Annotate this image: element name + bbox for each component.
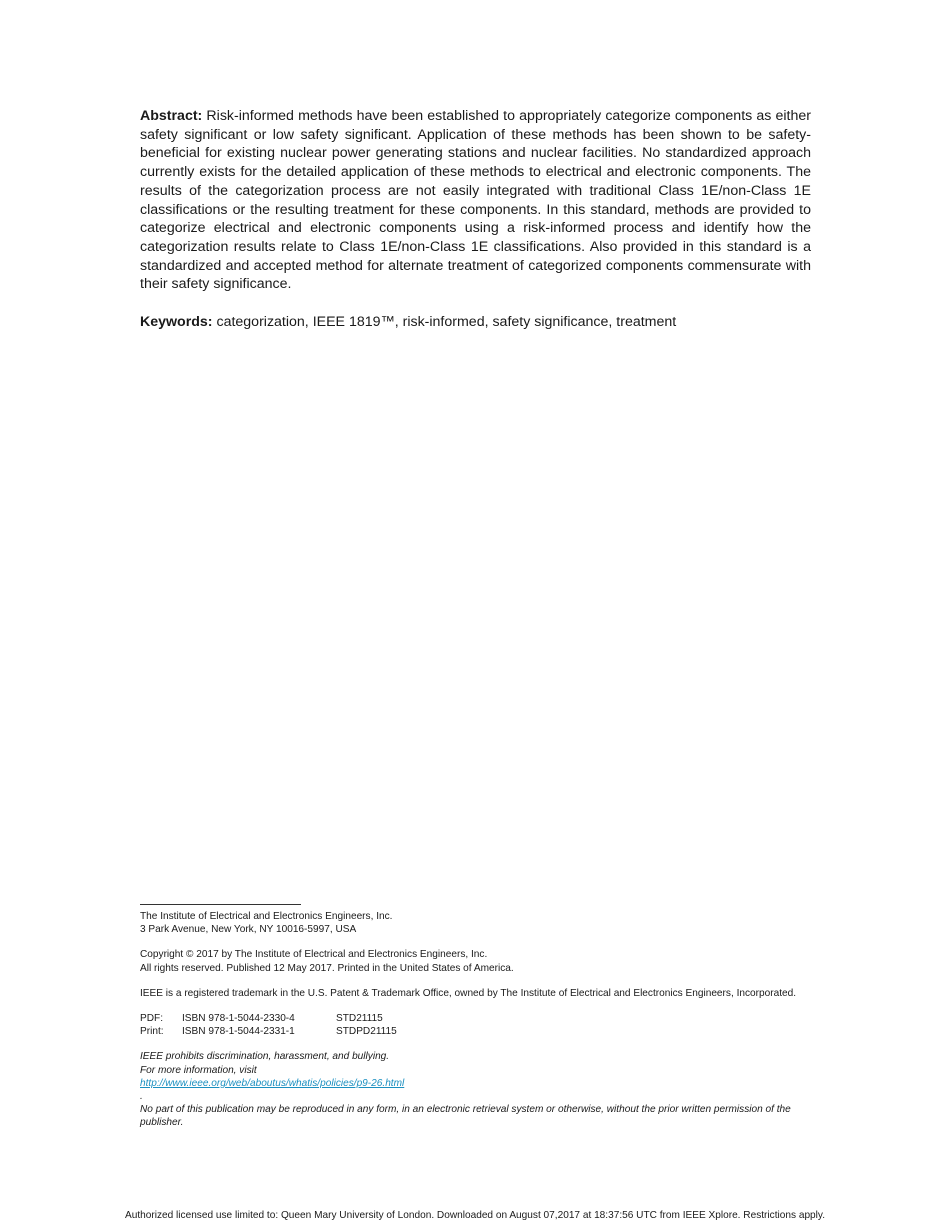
isbn-row-print: [140, 1025, 397, 1038]
publisher-address: 3 Park Avenue, New York, NY 10016-5997, USA: [140, 924, 357, 936]
copyright-line-1: Copyright © 2017 by The Institute of Electrical and Electronics Engineers, Inc.: [140, 949, 488, 961]
abstract-paragraph: [140, 107, 811, 294]
isbn-format: PDF:: [140, 1013, 163, 1025]
abstract-text: Risk-informed methods have been established to appropriately categorize components as either safety significant or low safety significant. Application of these methods has been shown to be safety-beneficial for existing nuclear power generating stations and nuclear facilities. No standardized approach currently exists for the detailed application of these methods to electrical and electronic components. The results of the categorization process are not easily integrated with traditional Class 1E/non-Class 1E classifications or the resulting treatment for these components. In this standard, methods are provided to categorize electrical and electronic components using a risk-informed process and identify how the categorization results relate to Class 1E/non-Class 1E classifications. Also provided in this standard is a standardized and accepted method for alternate treatment of categorized components commensurate with their safety significance.: [140, 108, 811, 293]
isbn-number: ISBN 978-1-5044-2331-1: [182, 1026, 295, 1038]
copyright-line-2: All rights reserved. Published 12 May 2017. Printed in the United States of America.: [140, 962, 514, 974]
policy-notice: [140, 1050, 820, 1129]
copyright-info: [140, 948, 820, 974]
policy-prefix: For more information, visit: [140, 1064, 257, 1076]
publisher-name: The Institute of Electrical and Electronics Engineers, Inc.: [140, 911, 393, 922]
publisher-info: [140, 910, 820, 936]
isbn-format: Print:: [140, 1026, 164, 1038]
authorization-notice: Authorized licensed use limited to: Queen Mary University of London. Downloaded on August 07,2017 at 18:37:56 UTC from IEEE Xplore. Restrictions apply.: [124, 1210, 826, 1221]
policy-line-1: IEEE prohibits discrimination, harassment, and bullying.: [140, 1051, 390, 1063]
isbn-code: STD21115: [336, 1013, 383, 1025]
footer-block: [140, 910, 820, 1130]
isbn-number: ISBN 978-1-5044-2330-4: [182, 1013, 295, 1025]
footer-divider: [140, 904, 301, 905]
trademark-notice: IEEE is a registered trademark in the U.S. Patent & Trademark Office, owned by The Institute of Electrical and Electronics Engineers, Incorporated.: [140, 987, 797, 999]
policy-line-2: [140, 1064, 820, 1104]
keywords-label: Keywords:: [140, 314, 213, 330]
keywords-paragraph: [140, 313, 811, 332]
abstract-label: Abstract:: [140, 108, 203, 124]
policy-suffix: .: [140, 1091, 143, 1103]
keywords-text: categorization, IEEE 1819™, risk-informed, safety significance, treatment: [212, 314, 677, 330]
policy-link[interactable]: http://www.ieee.org/web/aboutus/whatis/policies/p9-26.html: [140, 1077, 405, 1089]
isbn-table: [140, 1012, 397, 1038]
reproduction-notice: No part of this publication may be reproduced in any form, in an electronic retrieval system or otherwise, without the prior written permission of the publisher.: [140, 1104, 791, 1129]
isbn-code: STDPD21115: [336, 1026, 397, 1038]
isbn-row-pdf: [140, 1012, 397, 1025]
